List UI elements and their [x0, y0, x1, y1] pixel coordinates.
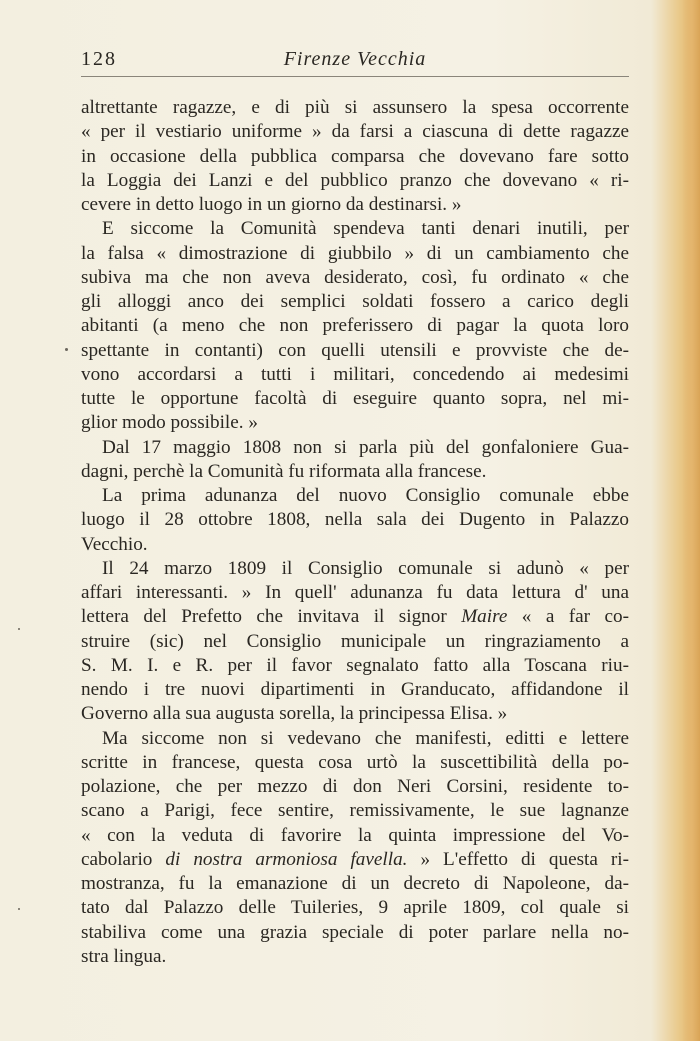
text-line: « per il vestiario uniforme » da farsi a ciascuna di dette ragazze: [81, 121, 629, 143]
text-line: subiva ma che non aveva desiderato, così, fu ordinato « che: [81, 266, 629, 288]
text-line: Vecchio.: [81, 533, 148, 555]
text-line: luogo il 28 ottobre 1808, nella sala dei Dugento in Palazzo: [81, 509, 629, 531]
text-line: gli alloggi anco dei semplici soldati fossero a carico degli: [81, 291, 629, 312]
text-line: tato dal Palazzo delle Tuileries, 9 aprile 1809, col quale si: [81, 897, 629, 919]
text-line: scritte in francese, questa cosa urtò la suscettibilità della po-: [81, 751, 629, 773]
text-line: Governo alla sua augusta sorella, la principessa Elisa. »: [81, 703, 508, 725]
text-line: stabiliva come una grazia speciale di poter parlare nella no-: [81, 921, 629, 943]
text-line: la falsa « dimostrazione di giubbilo » di un cambiamento che: [81, 242, 629, 264]
text-line: tutte le opportune facoltà di eseguire quanto sopra, nel mi-: [81, 388, 629, 409]
text-line: glior modo possibile. »: [81, 412, 258, 434]
margin-speck: [18, 628, 20, 630]
running-header: [81, 48, 629, 74]
text-line: S. M. I. e R. per il favor segnalato fatto alla Toscana riu-: [81, 654, 629, 676]
margin-speck: [65, 348, 68, 351]
text-line: la Loggia dei Lanzi e del pubblico pranzo che dovevano « ri-: [81, 169, 629, 191]
margin-speck: [18, 908, 20, 910]
text-line: cevere in detto luogo in un giorno da destinarsi. »: [81, 194, 462, 215]
text-line: dagni, perchè la Comunità fu riformata alla francese.: [81, 460, 487, 482]
text-line: struire (sic) nel Consiglio municipale un ringraziamento a: [81, 630, 629, 652]
text-line: spettante in contanti) con quelli utensili e provviste che de-: [81, 339, 629, 361]
text-line: scano a Parigi, fece sentire, remissivamente, le sue lagnanze: [81, 800, 629, 822]
text-line: nendo i tre nuovi dipartimenti in Granducato, affidandone il: [81, 679, 629, 700]
text-line: polazione, che per mezzo di don Neri Corsini, residente to-: [81, 776, 629, 797]
text-line: La prima adunanza del nuovo Consiglio comunale ebbe: [102, 485, 629, 506]
text-line: altrettante ragazze, e di più si assunsero la spesa occorrente: [81, 97, 629, 118]
text-line: affari interessanti. » In quell' adunanza fu data lettura d' una: [81, 582, 629, 603]
text-line: abitanti (a meno che non preferissero di pagar la quota loro: [81, 315, 629, 337]
text-line: « con la veduta di favorire la quinta impressione del Vo-: [81, 824, 629, 846]
text-line: stra lingua.: [81, 945, 167, 967]
text-line: Il 24 marzo 1809 il Consiglio comunale si adunò « per: [102, 557, 629, 579]
body-text: [81, 96, 629, 969]
header-rule: [81, 76, 629, 77]
running-title: Firenze Vecchia: [283, 48, 427, 70]
text-line: vono accordarsi a tutti i militari, concedendo ai medesimi: [81, 363, 629, 385]
text-line: mostranza, fu la emanazione di un decreto di Napoleone, da-: [81, 873, 629, 894]
page-number: 128: [81, 48, 117, 70]
text-line: in occasione della pubblica comparsa che dovevano fare sotto: [81, 145, 629, 167]
text-line: lettera del Prefetto che invitava il signor Maire « a far co-: [81, 606, 629, 628]
text-line: cabolario di nostra armoniosa favella. » L'effetto di questa ri-: [81, 848, 630, 870]
page-edge: [682, 0, 700, 1041]
text-line: Ma siccome non si vedevano che manifesti, editti e lettere: [102, 727, 629, 749]
text-line: Dal 17 maggio 1808 non si parla più del gonfaloniere Gua-: [102, 436, 629, 458]
text-line: E siccome la Comunità spendeva tanti denari inutili, per: [102, 218, 629, 240]
